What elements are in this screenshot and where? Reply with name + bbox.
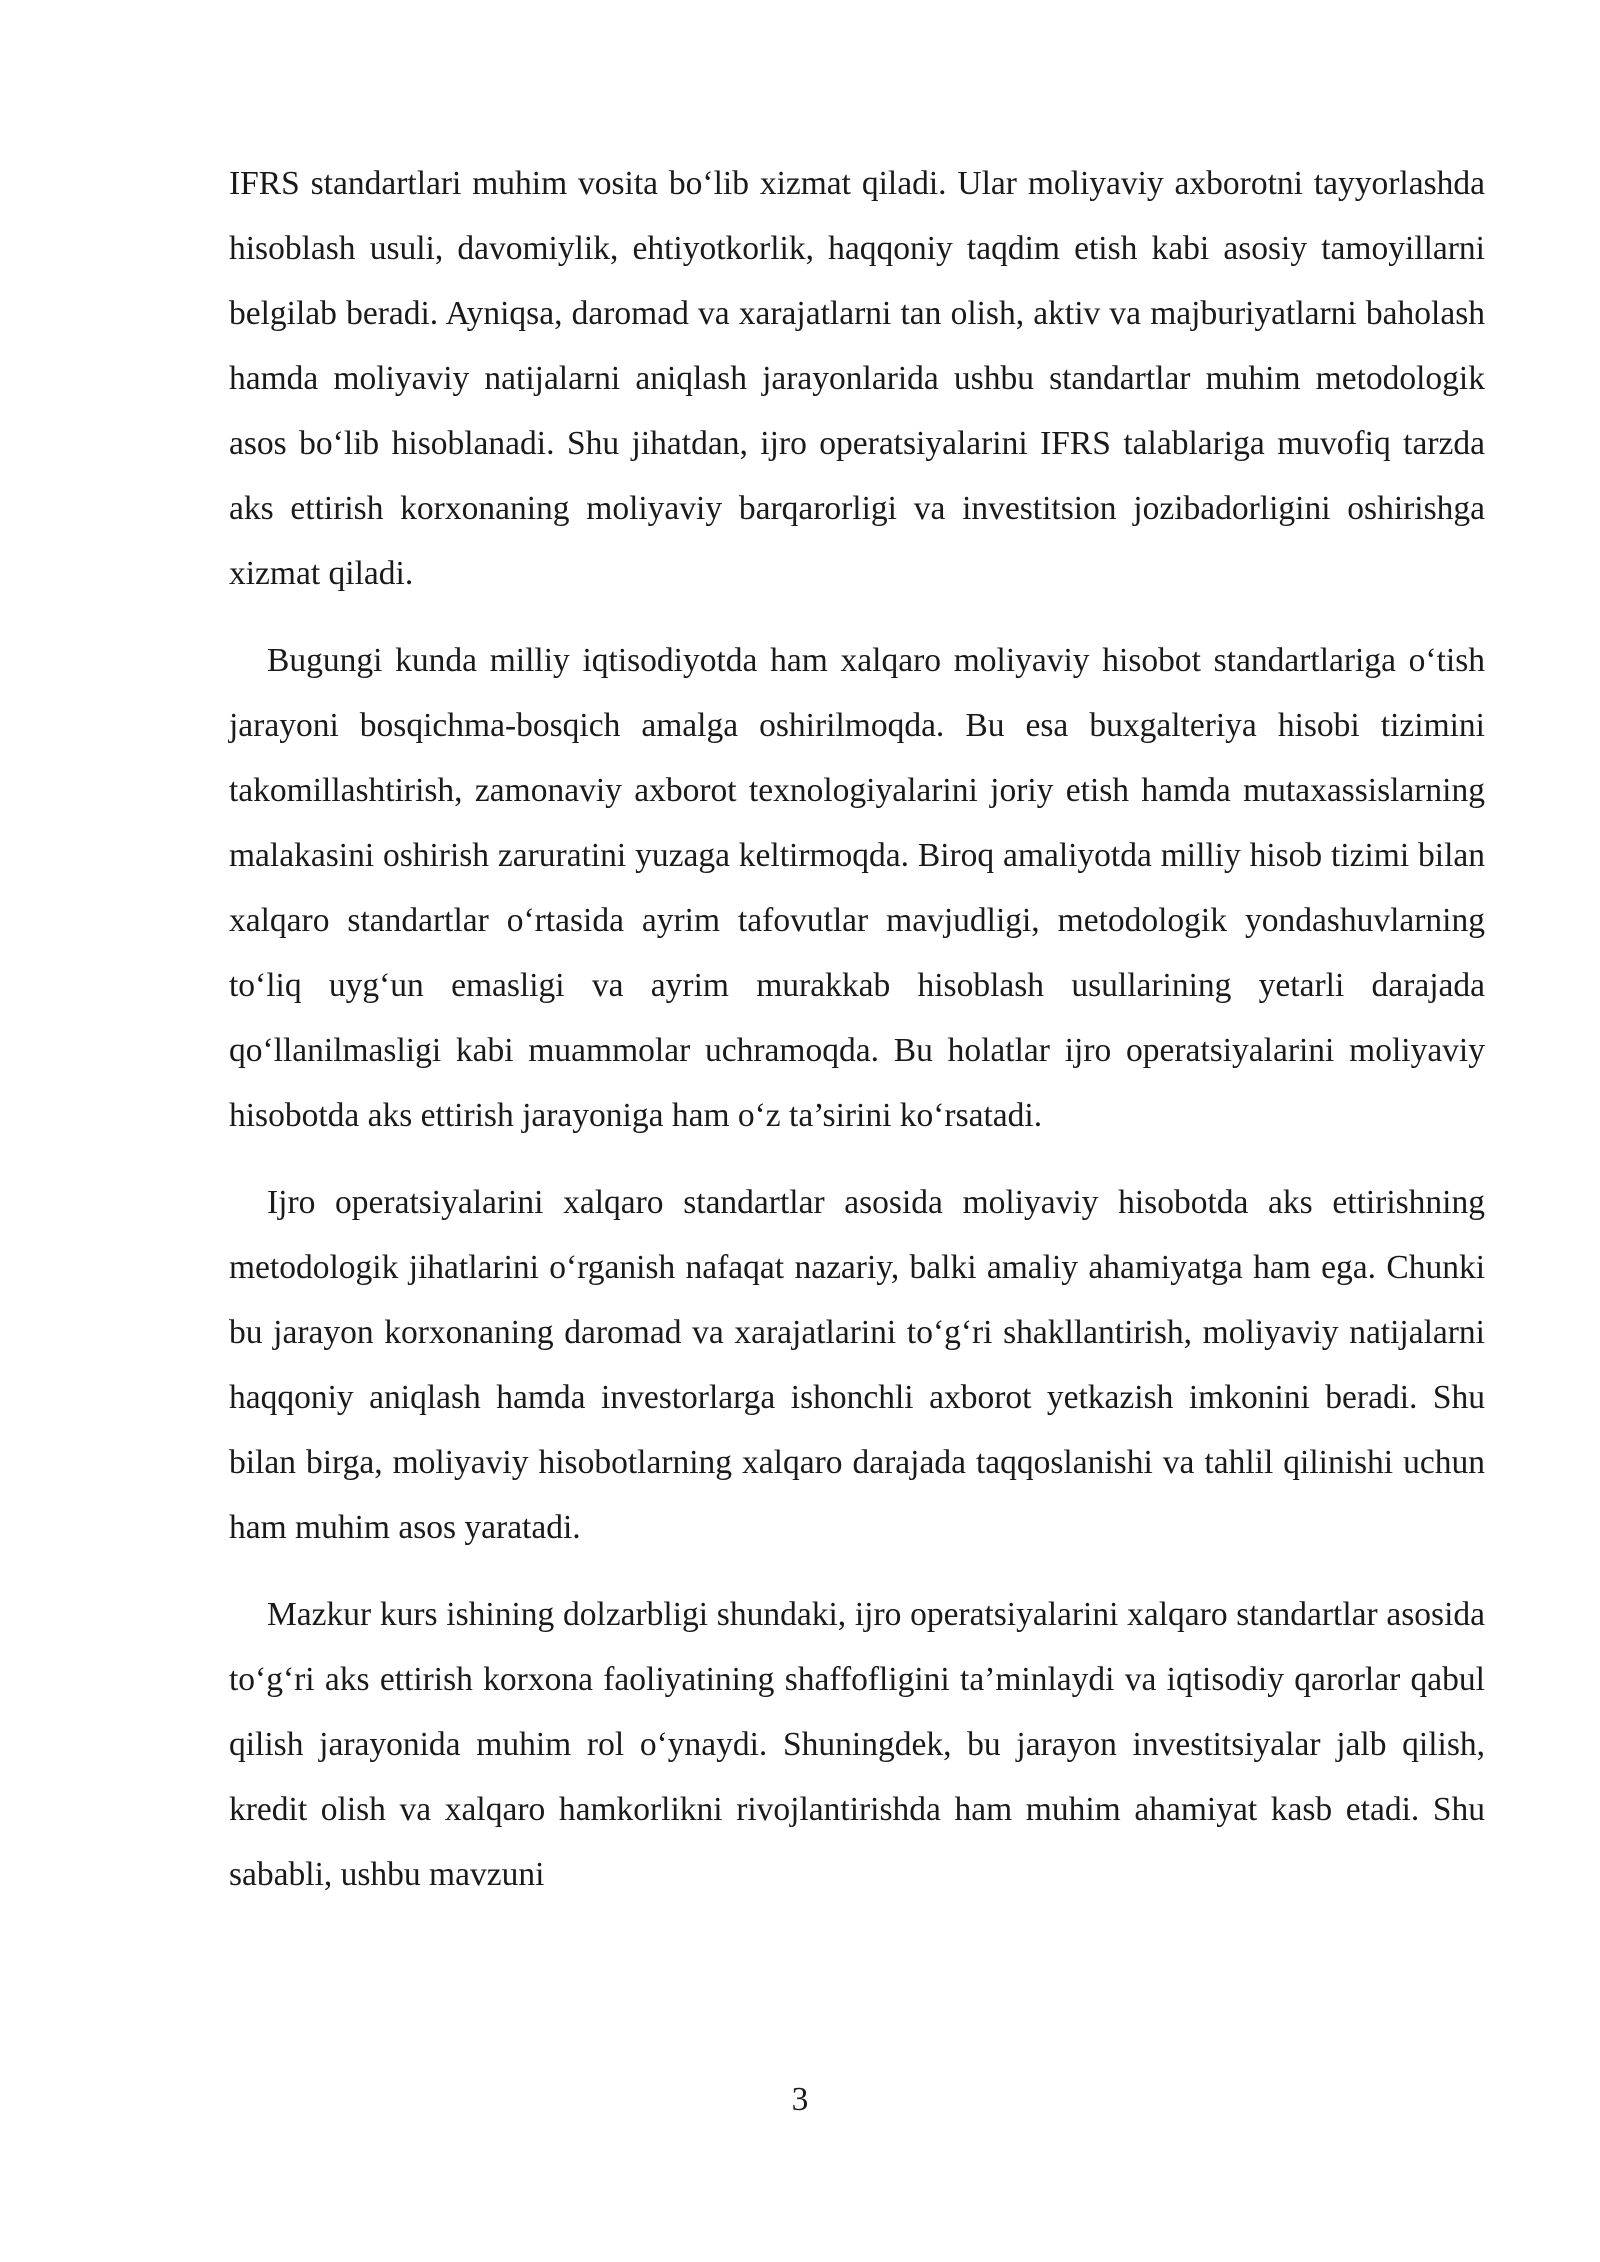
- paragraph-4: Mazkur kurs ishining dolzarbligi shundaki, ijro operatsiyalarini xalqaro standartlar asosida to‘g‘ri aks ettirish korxona faoliyatining shaffofligini ta’minlaydi va iqtisodiy qarorlar qabul qilish jarayonida muhim rol o‘ynaydi. Shuningdek, bu jarayon investitsiyalar jalb qilish, kredit olish va xalqaro hamkorlikni rivojlantirishda ham muhim ahamiyat kasb etadi. Shu sababli, ushbu mavzuni: [229, 1596, 1485, 1893]
- body-text: [229, 151, 1485, 1929]
- paragraph-2: Bugungi kunda milliy iqtisodiyotda ham xalqaro moliyaviy hisobot standartlariga o‘tish jarayoni bosqichma-bosqich amalga oshirilmoqda. Bu esa buxgalteriya hisobi tizimini takomillashtirish, zamonaviy axborot texnologiyalarini joriy etish hamda mutaxassislarning malakasini oshirish zaruratini yuzaga keltirmoqda. Biroq amaliyotda milliy hisob tizimi bilan xalqaro standartlar o‘rtasida ayrim tafovutlar mavjudligi, metodologik yondashuvlarning to‘liq uyg‘un emasligi va ayrim murakkab hisoblash usullarining yetarli darajada qo‘llanilmasligi kabi muammolar uchramoqda. Bu holatlar ijro operatsiyalarini moliyaviy hisobotda aks ettirish jarayoniga ham o‘z ta’sirini ko‘rsatadi.: [229, 642, 1485, 1134]
- paragraph-1: IFRS standartlari muhim vosita bo‘lib xizmat qiladi. Ular moliyaviy axborotni tayyorlashda hisoblash usuli, davomiylik, ehtiyotkorlik, haqqoniy taqdim etish kabi asosiy tamoyillarni belgilab beradi. Ayniqsa, daromad va xarajatlarni tan olish, aktiv va majburiyatlarni baholash hamda moliyaviy natijalarni aniqlash jarayonlarida ushbu standartlar muhim metodologik asos bo‘lib hisoblanadi. Shu jihatdan, ijro operatsiyalarini IFRS talablariga muvofiq tarzda aks ettirish korxonaning moliyaviy barqarorligi va investitsion jozibadorligini oshirishga xizmat qiladi.: [229, 165, 1485, 592]
- paragraph-3: Ijro operatsiyalarini xalqaro standartlar asosida moliyaviy hisobotda aks ettirishning metodologik jihatlarini o‘rganish nafaqat nazariy, balki amaliy ahamiyatga ham ega. Chunki bu jarayon korxonaning daromad va xarajatlarini to‘g‘ri shakllantirish, moliyaviy natijalarni haqqoniy aniqlash hamda investorlarga ishonchli axborot yetkazish imkonini beradi. Shu bilan birga, moliyaviy hisobotlarning xalqaro darajada taqqoslanishi va tahlil qilinishi uchun ham muhim asos yaratadi.: [229, 1184, 1485, 1546]
- page-number: 3: [791, 2081, 809, 2118]
